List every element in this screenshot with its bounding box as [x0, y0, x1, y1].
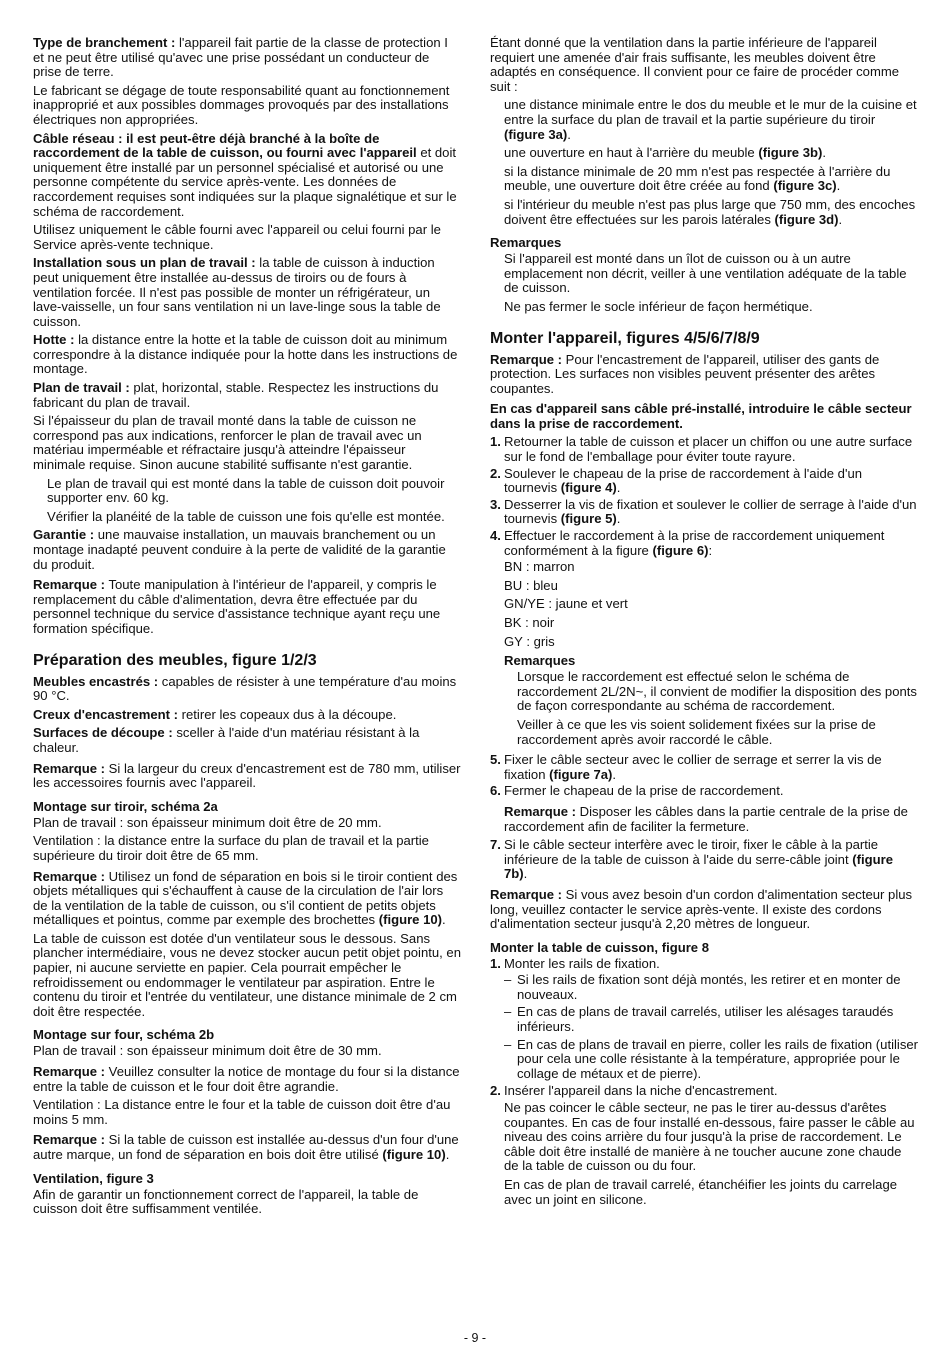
list-item: 5. Fixer le câble secteur avec le collier de serrage et serrer la vis de fixation (figure 7a). — [490, 752, 882, 782]
list-item: 1. Retourner la table de cuisson et placer un chiffon ou une autre surface sur le fond de l'emballage pour éviter toute rayure. — [490, 434, 913, 465]
paragraph: Remarque : Si vous avez besoin d'un cordon d'alimentation secteur plus long, veuillez contacter le service après-vente. Il existe des cordons d'alimentation secteur jusqu'à 2,20 mètres de longueur. — [490, 886, 913, 932]
paragraph: si l'intérieur du meuble n'est pas plus large que 750 mm, des encoches doivent être effectuées sur les parois latérales (figure 3d). — [504, 196, 916, 227]
paragraph: Veiller à ce que les vis soient solidement fixées sur la prise de raccordement après avoir raccordé le câble. — [517, 716, 876, 747]
color-code: GN/YE : jaune et vert — [504, 596, 628, 612]
paragraph: une ouverture en haut à l'arrière du meuble (figure 3b). — [504, 145, 827, 161]
color-code: BN : marron — [504, 559, 575, 575]
left-column — [33, 36, 461, 1221]
paragraph: Installation sous un plan de travail : la table de cuisson à induction peut uniquement être installée au-dessus de tiroirs ou de fours à ventilation forcée. Il n'est pas possible de monter un réfrigérateur, un lave-vaisselle, un four sans ventilation ni un lave-linge sous la table de cuisson. — [33, 255, 441, 329]
list-item: – En cas de plans de travail en pierre, coller les rails de fixation (utiliser pour cela une colle résistante à la température, appropriée pour le collage de métaux et de pierre). — [504, 1036, 919, 1081]
paragraph: Plan de travail : plat, horizontal, stable. Respectez les instructions du fabricant du plan de travail. — [33, 380, 439, 410]
paragraph: Ne pas fermer le socle inférieur de façon hermétique. — [504, 298, 813, 314]
paragraph: Afin de garantir un fonctionnement correct de l'appareil, la table de cuisson doit être suffisamment ventilée. — [33, 1186, 419, 1217]
color-code: BU : bleu — [504, 577, 558, 593]
subheading: Montage sur tiroir, schéma 2a — [33, 798, 218, 814]
section-heading: Monter l'appareil, figures 4/5/6/7/8/9 — [490, 329, 760, 347]
paragraph: Creux d'encastrement : retirer les copeaux dus à la découpe. — [33, 706, 397, 722]
paragraph: Ne pas coincer le câble secteur, ne pas le tirer au-dessus d'arêtes coupantes. En cas de four installé en-dessous, faire passer le câble au niveau des coins arrière du four jusqu'à la prise de raccordement. Le câble doit être installé de manière à ne toucher aucune zone chaude de la table de cuisson ou du four. — [504, 1100, 915, 1174]
paragraph: Ventilation : la distance entre la surface du plan de travail et la partie supérieure du tiroir doit être de 65 mm. — [33, 833, 429, 863]
paragraph: En cas d'appareil sans câble pré-installé, introduire le câble secteur dans la prise de raccordement. — [490, 401, 912, 431]
paragraph: Surfaces de découpe : sceller à l'aide d'un matériau résistant à la chaleur. — [33, 725, 420, 755]
paragraph: une distance minimale entre le dos du meuble et le mur de la cuisine et entre la surface du plan de travail et la partie supérieure du tiroir (figure 3a). — [504, 97, 917, 142]
paragraph: Le fabricant se dégage de toute responsabilité quant au fonctionnement inapproprié et aux possibles dommages provoqués par des installations électriques non appropriées. — [33, 82, 450, 127]
paragraph: Vérifier la planéité de la table de cuisson une fois qu'elle est montée. — [47, 508, 445, 524]
paragraph: Si l'épaisseur du plan de travail monté dans la table de cuisson ne correspond pas aux indications, renforcer le plan de travail avec un matériau imperméable et réfractaire jusqu'à atteindre l'épaisseur minimale requise. Sinon aucune stabilité suffisante n'est garantie. — [33, 413, 422, 473]
list-item: 1. Monter les rails de fixation. — [490, 955, 660, 971]
paragraph: Meubles encastrés : capables de résister à une température d'au moins 90 °C. — [33, 673, 457, 704]
paragraph: Le plan de travail qui est monté dans la table de cuisson doit pouvoir supporter env. 60 kg. — [47, 475, 445, 506]
subheading: Ventilation, figure 3 — [33, 1170, 154, 1186]
paragraph: Type de branchement : l'appareil fait partie de la classe de protection I et ne peut être utilisé qu'avec une prise possédant un conducteur de prise de terre. — [33, 35, 448, 80]
subheading: Monter la table de cuisson, figure 8 — [490, 939, 710, 955]
list-item: – En cas de plans de travail carrelés, utiliser les alésages taraudés inférieurs. — [504, 1004, 894, 1035]
paragraph: Remarque : Disposer les câbles dans la partie centrale de la prise de raccordement afin de faciliter la fermeture. — [504, 803, 908, 834]
paragraph: Utilisez uniquement le câble fourni avec l'appareil ou celui fourni par le Service après-vente technique. — [33, 222, 441, 252]
paragraph: Remarque : Si la largeur du creux d'encastrement est de 780 mm, utiliser les accessoires fournis avec l'appareil. — [33, 760, 461, 791]
list-item: 2. Insérer l'appareil dans la niche d'encastrement. — [490, 1083, 778, 1099]
paragraph: Plan de travail : son épaisseur minimum doit être de 30 mm. — [33, 1043, 382, 1059]
paragraph: Ventilation : La distance entre le four et la table de cuisson doit être d'au moins 5 mm. — [33, 1097, 451, 1127]
list-item: 3. Desserrer la vis de fixation et soulever le collier de serrage à l'aide d'un tournevis (figure 5). — [490, 496, 917, 527]
paragraph: si la distance minimale de 20 mm n'est pas respectée à l'arrière du meuble, une ouverture doit être créée au fond (figure 3c). — [504, 163, 891, 194]
paragraph: Remarque : Veuillez consulter la notice de montage du four si la distance entre la table de cuisson et le four doit être agrandie. — [33, 1064, 460, 1094]
paragraph: Lorsque le raccordement est effectué selon le schéma de raccordement 2L/2N~, il convient de modifier la disposition des ponts de façon correspondante au schéma de raccordement. — [517, 669, 917, 714]
paragraph: Si l'appareil est monté dans un îlot de cuisson ou à un autre emplacement non décrit, veiller à une ventilation adéquate de la table de cuisson. — [504, 251, 907, 296]
page-number: - 9 - — [463, 1331, 487, 1345]
section-heading: Préparation des meubles, figure 1/2/3 — [33, 651, 317, 669]
subheading: Remarques — [504, 653, 576, 669]
paragraph: Remarque : Si la table de cuisson est installée au-dessus d'un four d'une autre marque, un fond de séparation en bois doit être utilisé (figure 10). — [33, 1132, 459, 1162]
list-item: 7. Si le câble secteur interfère avec le tiroir, fixer le câble à la partie inférieure de la table de cuisson à l'aide du serre-câble joint (figure 7b). — [490, 837, 893, 882]
color-code: BK : noir — [504, 615, 555, 630]
right-column — [490, 36, 918, 1211]
list-item: 4. Effectuer le raccordement à la prise de raccordement uniquement conformément à la figure (figure 6): — [490, 528, 885, 558]
paragraph: Étant donné que la ventilation dans la partie inférieure de l'appareil requiert une amenée d'air frais suffisante, les meubles doivent être adaptés en conséquence. Il convient pour ce faire de procéder comme suit : — [490, 35, 900, 94]
list-item: 2. Soulever le chapeau de la prise de raccordement à l'aide d'un tournevis (figure 4). — [490, 465, 863, 496]
paragraph: La table de cuisson est dotée d'un ventilateur sous le dessous. Sans plancher intermédiaire, vous ne devez stocker aucun petit objet pointu, en papier, ni aucune serviette en papier. Cela pourrait empêcher le refroidissement ou endommager le ventilateur par aspiration. Entre le contenu du tiroir et l'entrée du ventilateur, une distance minimale de 2 cm doit être respectée. — [33, 930, 461, 1019]
paragraph: Garantie : une mauvaise installation, un mauvais branchement ou un montage inadapté peuvent conduire à la perte de validité de la garantie du produit. — [33, 527, 446, 572]
paragraph: Plan de travail : son épaisseur minimum doit être de 20 mm. — [33, 814, 382, 830]
subheading: Remarques — [490, 235, 562, 251]
color-code: GY : gris — [504, 633, 555, 649]
paragraph: En cas de plan de travail carrelé, étanchéifier les joints du carrelage avec un joint en silicone. — [504, 1177, 898, 1207]
paragraph: Câble réseau : il est peut-être déjà branché à la boîte de raccordement de la table de cuisson, ou fourni avec l'appareil et doit uniquement être installé par un personnel spécialisé et autorisé ou une personne compétente du service après-vente. Les données de raccordement requises sont indiquées sur la plaque signalétique et sur le schéma de raccordement. — [33, 130, 457, 219]
subheading: Montage sur four, schéma 2b — [33, 1027, 215, 1043]
paragraph: Remarque : Pour l'encastrement de l'appareil, utiliser des gants de protection. Les surfaces non visibles peuvent présenter des arêtes coupantes. — [490, 351, 880, 396]
list-item: – Si les rails de fixation sont déjà montés, les retirer et en monter de nouveaux. — [504, 972, 901, 1002]
paragraph: Hotte : la distance entre la hotte et la table de cuisson doit au minimum correspondre à la distance indiquée pour la hotte dans les instructions de montage. — [33, 332, 458, 377]
paragraph: Remarque : Utilisez un fond de séparation en bois si le tiroir contient des objets métalliques qui s'échauffent à cause de la circulation de l'air lors de la ventilation de la table de cuisson, ou s'il contient de petits objets métalliques et pointus, comme par exemple des brochettes (figure 10). — [33, 868, 458, 928]
list-item: 6. Fermer le chapeau de la prise de raccordement. — [490, 783, 784, 799]
paragraph: Remarque : Toute manipulation à l'intérieur de l'appareil, y compris le remplacement du câble d'alimentation, devra être effectuée par du personnel technique du service d'assistance technique ayant reçu une formation spécifique. — [33, 577, 441, 636]
